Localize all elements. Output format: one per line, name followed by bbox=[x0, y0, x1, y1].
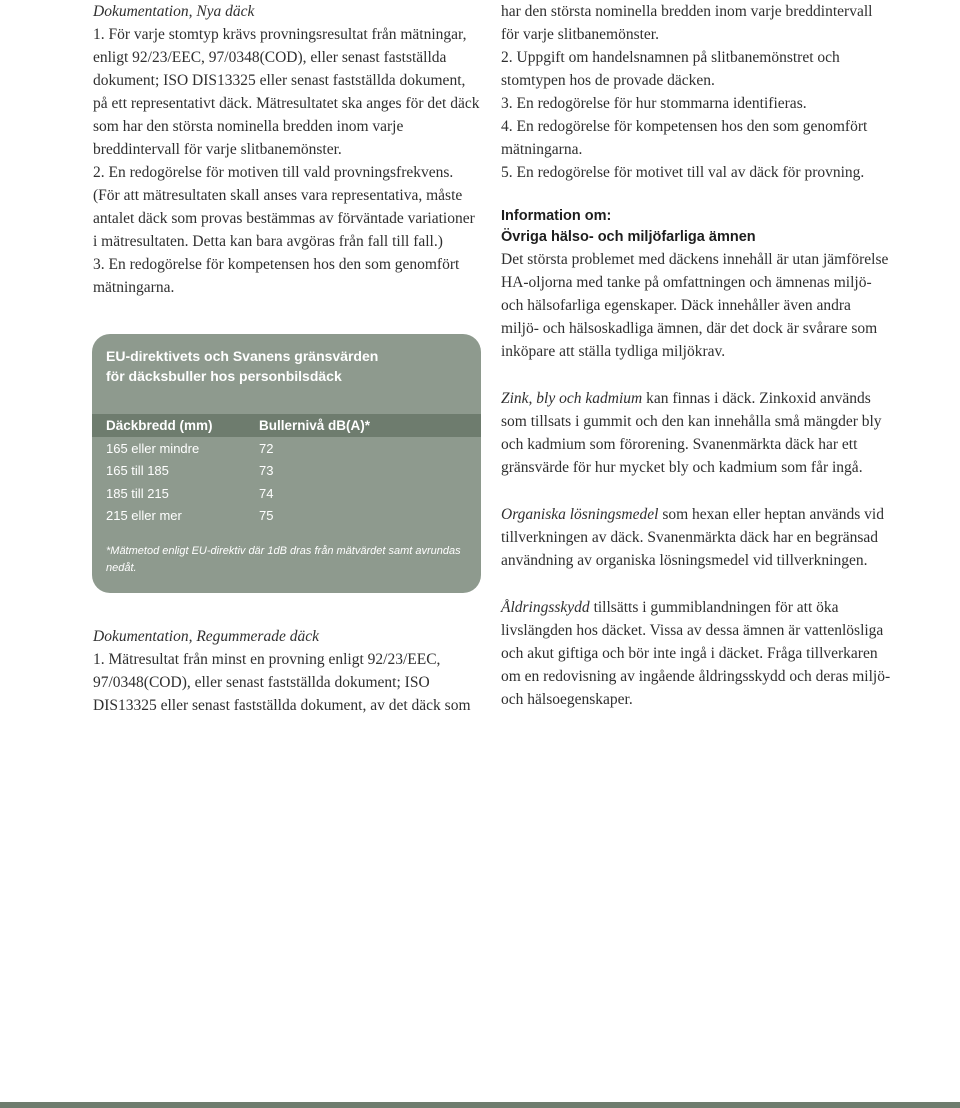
cell-level: 74 bbox=[259, 485, 274, 501]
noise-limits-table-box bbox=[92, 334, 481, 593]
cell-level: 72 bbox=[259, 440, 274, 456]
table-row bbox=[92, 437, 481, 460]
paragraph-4: 1. Mätresultat från minst en provning enligt 92/23/EEC, 97/0348(COD), eller senast fastställda dokument; ISO DIS13325 eller senast fastställda dokument, av det däck som bbox=[93, 651, 471, 714]
left-column bbox=[93, 0, 481, 717]
cell-width: 185 till 215 bbox=[106, 485, 169, 501]
cell-width: 165 eller mindre bbox=[106, 440, 200, 456]
bottom-rule bbox=[0, 1102, 960, 1108]
doc-heading-new-tires: Dokumentation, Nya däck bbox=[93, 3, 255, 20]
info-heading: Information om: Övriga hälso- och miljöfarliga ämnen bbox=[501, 208, 756, 245]
col-header-level: Bullernivå dB(A)* bbox=[259, 418, 371, 433]
solvents-term: Organiska lösningsmedel bbox=[501, 506, 659, 523]
cell-level: 75 bbox=[259, 508, 274, 524]
table-row bbox=[92, 505, 481, 528]
cell-width: 215 eller mer bbox=[106, 508, 182, 524]
cell-width: 165 till 185 bbox=[106, 463, 169, 479]
paragraph-1: 1. För varje stomtyp krävs provningsresultat från mätningar, enligt 92/23/EEC, 97/0348(COD), eller senast fastställda dokument; ISO DIS13325 eller senast fastställda dokument, på ett representativt däck. Mätresultatet ska anges för det däck som har den största nominella bredden inom varje breddintervall för varje slitbanemönster. bbox=[93, 26, 480, 158]
table-header-row bbox=[92, 414, 481, 437]
table-row bbox=[92, 460, 481, 483]
solvents-paragraph: Organiska lösningsmedel som hexan eller heptan används vid tillverkningen av däck. Svanenmärkta däck har en begränsad användning av organiska lösningsmedel vid tillverkningen. bbox=[501, 506, 884, 569]
table-footnote: *Mätmetod enligt EU-direktiv där 1dB dras från mätvärdet samt avrundas nedåt. bbox=[106, 545, 461, 574]
list-item-2: 2. Uppgift om handelsnamnen på slitbanemönstret och stomtypen hos de provade däcken. bbox=[501, 49, 840, 89]
table-row bbox=[92, 482, 481, 505]
paragraph-3: 3. En redogörelse för kompetensen hos den som genomfört mätningarna. bbox=[93, 256, 460, 296]
right-column bbox=[501, 0, 891, 711]
cell-level: 73 bbox=[259, 463, 274, 479]
list-item-3: 3. En redogörelse för hur stommarna identifieras. bbox=[501, 95, 807, 112]
antiaging-term: Åldringsskydd bbox=[501, 599, 590, 616]
info-paragraph: Det största problemet med däckens innehåll är utan jämförelse HA-oljorna med tanke på omfattningen och ämnenas miljö- och hälsofarliga egenskaper. Däck innehåller även andra miljö- och hälsoskadliga ämnen, där det dock är svårare som inköpare att ställa tydliga miljökrav. bbox=[501, 251, 889, 360]
antiaging-paragraph: Åldringsskydd tillsätts i gummiblandningen för att öka livslängden hos däcket. Vissa av dessa ämnen är vattenlösliga och akut giftiga och bör inte ingå i däcket. Fråga tillverkaren om en redovisning av ingående åldringsskydd och deras miljö- och hälsoegenskaper. bbox=[501, 599, 891, 708]
zinc-term: Zink, bly och kadmium bbox=[501, 390, 643, 407]
zinc-paragraph: Zink, bly och kadmium kan finnas i däck. Zinkoxid används som tillsats i gummit och den kan innehålla små mängder bly och kadmium som förorening. Svanenmärkta däck har ett gränsvärde för hur mycket bly och kadmium som får ingå. bbox=[501, 390, 882, 476]
col-header-width: Däckbredd (mm) bbox=[106, 418, 213, 433]
paragraph-2: 2. En redogörelse för motiven till vald provningsfrekvens. (För att mätresultaten skall anses vara representativa, måste antalet däck som provas bestämmas av förväntade variationer i mätresultaten. Detta kan bara avgöras från fall till fall.) bbox=[93, 164, 475, 250]
doc-heading-retreaded-tires: Dokumentation, Regummerade däck bbox=[93, 628, 319, 645]
continued-text: har den största nominella bredden inom varje breddintervall för varje slitbanemönster. bbox=[501, 3, 873, 43]
list-item-5: 5. En redogörelse för motivet till val av däck för provning. bbox=[501, 164, 865, 181]
list-item-4: 4. En redogörelse för kompetensen hos den som genomfört mätningarna. bbox=[501, 118, 868, 158]
table-title: EU-direktivets och Svanens gränsvärden för däcksbuller hos personbilsdäck bbox=[106, 348, 379, 384]
